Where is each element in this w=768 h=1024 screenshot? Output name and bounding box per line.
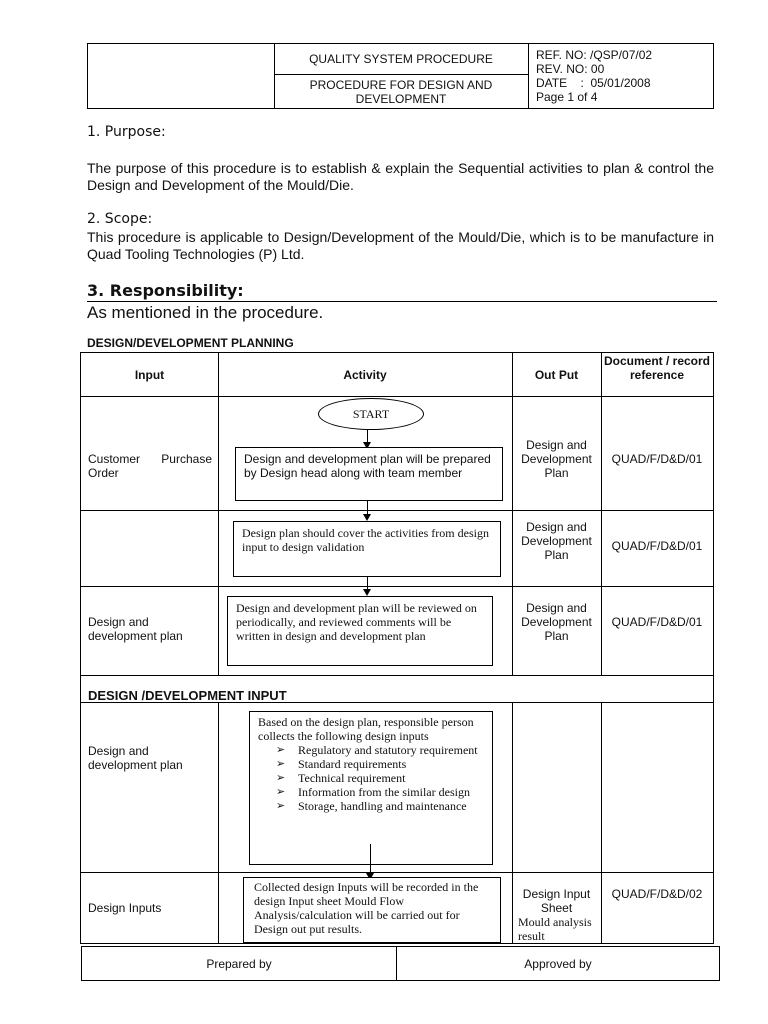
scope-heading: 2. Scope: bbox=[87, 211, 153, 227]
responsibility-text: As mentioned in the procedure. bbox=[87, 303, 324, 322]
list-item: ➢ Information from the similar design bbox=[274, 785, 484, 799]
row5-output-analysis: Mould analysis result bbox=[518, 915, 592, 943]
header-meta bbox=[536, 48, 652, 104]
activity-box-plan: Design and development plan will be prepared by Design head along with team member bbox=[235, 447, 503, 501]
scope-text: This procedure is applicable to Design/Development of the Mould/Die, which is to be manufacture in Quad Tooling Technologies (P) Ltd. bbox=[87, 229, 714, 262]
col-header-output: Out Put bbox=[534, 368, 579, 382]
input-section-title: DESIGN /DEVELOPMENT INPUT bbox=[88, 688, 287, 703]
list-item: ➢ Technical requirement bbox=[274, 771, 484, 785]
row3-reference: QUAD/F/D&D/01 bbox=[611, 615, 703, 629]
design-input-list bbox=[274, 743, 484, 813]
row-divider bbox=[81, 675, 713, 676]
activity-box-review: Design and development plan will be reviewed on periodically, and reviewed comments will be written in design and development plan bbox=[227, 596, 493, 666]
doc-date: DATE : 05/01/2008 bbox=[536, 76, 651, 90]
collect-inputs-intro: Based on the design plan, responsible person collects the following design inputs bbox=[258, 715, 474, 743]
signature-footer bbox=[81, 946, 720, 981]
col-header-reference: Document / record reference bbox=[603, 354, 711, 382]
col-header-input: Input bbox=[134, 368, 165, 382]
document-header bbox=[87, 43, 714, 109]
logo-cell bbox=[88, 44, 275, 108]
row-divider bbox=[81, 586, 713, 587]
responsibility-heading: 3. Responsibility: bbox=[87, 281, 244, 300]
list-item: ➢ Storage, handling and maintenance bbox=[274, 799, 484, 813]
row-divider bbox=[81, 510, 713, 511]
purpose-heading: 1. Purpose: bbox=[87, 124, 166, 140]
col-header-activity: Activity bbox=[343, 368, 387, 382]
list-item: ➢ Regulatory and statutory requirement bbox=[274, 743, 484, 757]
arrow-head-icon bbox=[363, 514, 371, 521]
row1-input: Customer Purchase Order bbox=[88, 452, 212, 480]
activity-box-cover: Design plan should cover the activities from design input to design validation bbox=[233, 521, 501, 577]
page-number: Page 1 of 4 bbox=[536, 90, 598, 104]
list-item: ➢ Standard requirements bbox=[274, 757, 484, 771]
ref-no: REF. NO: /QSP/07/02 bbox=[536, 48, 653, 62]
col-divider bbox=[218, 353, 219, 675]
col-divider bbox=[218, 702, 219, 944]
row5-output-sheet: Design Input Sheet bbox=[522, 887, 591, 915]
row2-output: Design and Development Plan bbox=[521, 520, 592, 562]
row-divider bbox=[81, 396, 713, 397]
system-title: QUALITY SYSTEM PROCEDURE bbox=[274, 44, 529, 75]
row1-output: Design and Development Plan bbox=[521, 438, 592, 480]
row5-reference: QUAD/F/D&D/02 bbox=[611, 887, 703, 901]
arrow-head-icon bbox=[363, 589, 371, 596]
approved-by-label: Approved by bbox=[524, 957, 592, 971]
planning-title: DESIGN/DEVELOPMENT PLANNING bbox=[87, 336, 294, 350]
procedure-title: PROCEDURE FOR DESIGN AND DEVELOPMENT bbox=[274, 75, 529, 108]
row5-input: Design Inputs bbox=[88, 901, 162, 915]
row4-input: Design and development plan bbox=[88, 744, 183, 772]
activity-box-record-inputs: Collected design Inputs will be recorded in the design Input sheet Mould Flow Analysis/calculation will be carried out for Design out put results. bbox=[243, 877, 501, 943]
flow-arrow bbox=[370, 844, 371, 876]
purpose-text: The purpose of this procedure is to establish & explain the Sequential activities to plan & control the Design and Development of the Mould/Die. bbox=[87, 160, 714, 193]
col-divider bbox=[601, 702, 602, 944]
section-divider bbox=[87, 301, 717, 302]
row2-reference: QUAD/F/D&D/01 bbox=[611, 539, 703, 553]
prepared-by-label: Prepared by bbox=[206, 957, 272, 971]
row3-input: Design and development plan bbox=[88, 615, 183, 643]
row-divider bbox=[81, 872, 713, 873]
rev-no: REV. NO: 00 bbox=[536, 62, 605, 76]
start-terminator: START bbox=[318, 398, 424, 430]
activity-box-collect-inputs bbox=[249, 711, 493, 865]
row3-output: Design and Development Plan bbox=[521, 601, 592, 643]
row1-reference: QUAD/F/D&D/01 bbox=[611, 452, 703, 466]
